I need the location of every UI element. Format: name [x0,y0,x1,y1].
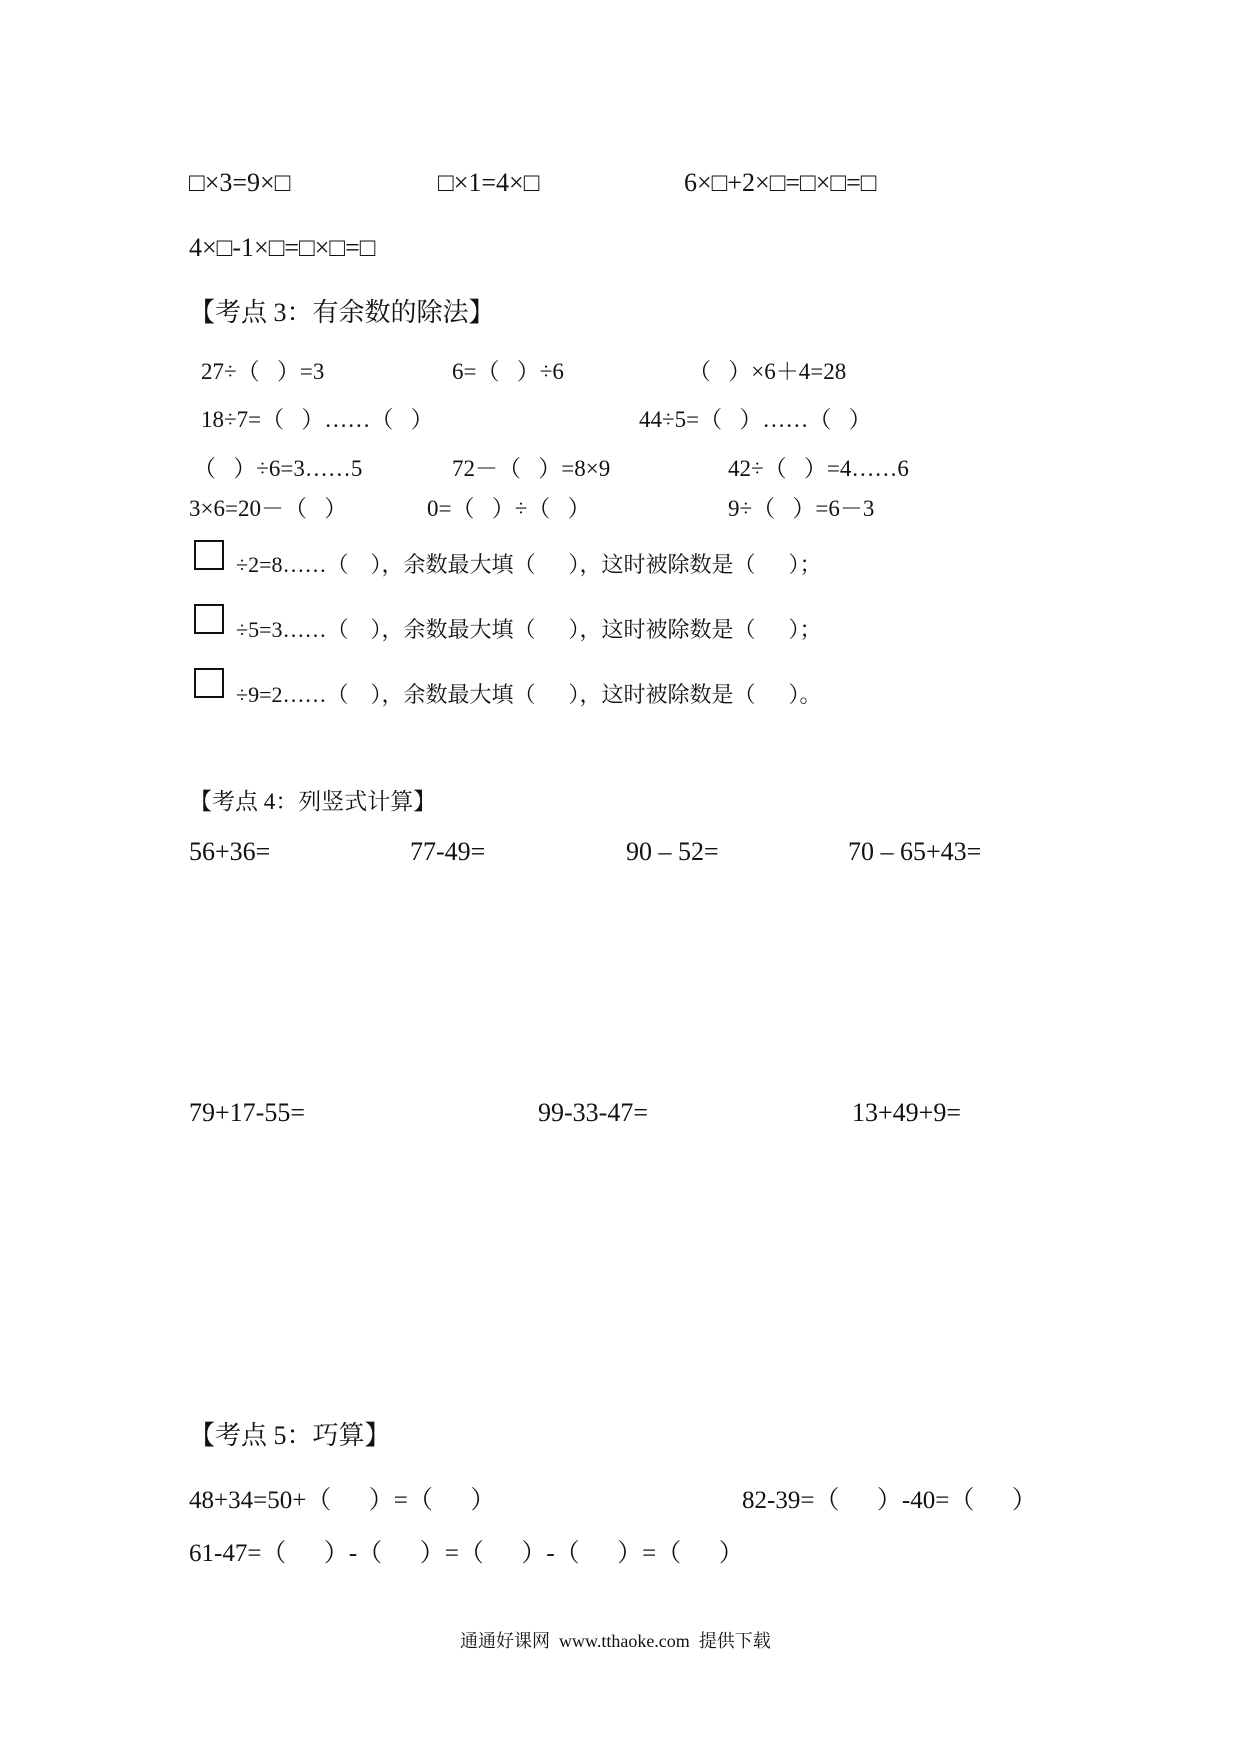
kp3-eq-4: 18÷7=（ ）……（ ） [201,407,434,432]
kp3-title: 【考点 3：有余数的除法】 [189,298,495,327]
kp2-eq-4: 4×□-1×□=□×□=□ [189,233,376,262]
kp4-eq-1: 56+36= [189,837,271,866]
answer-box[interactable] [194,540,224,570]
kp4-eq-3: 90 – 52= [626,837,719,866]
kp4-eq-6: 99-33-47= [538,1098,648,1127]
kp3-eq-2: 6=（ ）÷6 [452,359,564,384]
kp3-box-row-2: ÷5=3……（ ），余数最大填（ ），这时被除数是（ ）； [236,617,822,642]
kp3-eq-7: 72－（ ）=8×9 [452,456,611,481]
kp5-eq-3: 61-47=（ ）-（ ）=（ ）-（ ）=（ ） [189,1540,744,1567]
kp3-eq-9: 3×6=20－（ ） [189,496,348,521]
kp3-eq-11: 9÷（ ）=6－3 [728,496,875,521]
kp5-eq-2: 82-39=（ ）-40=（ ） [742,1487,1037,1514]
kp4-title: 【考点 4：列竖式计算】 [189,789,437,814]
answer-box[interactable] [194,604,224,634]
kp2-eq-3: 6×□+2×□=□×□=□ [684,168,877,197]
kp3-eq-1: 27÷（ ）=3 [201,359,325,384]
kp5-title: 【考点 5：巧算】 [189,1421,391,1450]
kp3-eq-3: （ ）×6＋4=28 [688,359,847,384]
kp4-eq-5: 79+17-55= [189,1098,305,1127]
kp4-eq-4: 70 – 65+43= [848,837,982,866]
kp2-eq-1: □×3=9×□ [189,168,291,197]
kp3-eq-6: （ ）÷6=3……5 [193,456,363,481]
kp3-eq-10: 0=（ ）÷（ ） [427,496,591,521]
kp3-box-row-1: ÷2=8……（ ），余数最大填（ ），这时被除数是（ ）； [236,552,822,577]
kp3-box-row-3: ÷9=2……（ ），余数最大填（ ），这时被除数是（ ）。 [236,682,822,707]
footer-text: 通通好课网 www.tthaoke.com 提供下载 [460,1631,771,1651]
answer-box[interactable] [194,668,224,698]
kp3-eq-5: 44÷5=（ ）……（ ） [639,407,872,432]
kp4-eq-7: 13+49+9= [852,1098,961,1127]
kp2-eq-2: □×1=4×□ [438,168,540,197]
kp5-eq-1: 48+34=50+（ ）=（ ） [189,1487,496,1514]
kp3-eq-8: 42÷（ ）=4……6 [728,456,909,481]
kp4-eq-2: 77-49= [410,837,486,866]
